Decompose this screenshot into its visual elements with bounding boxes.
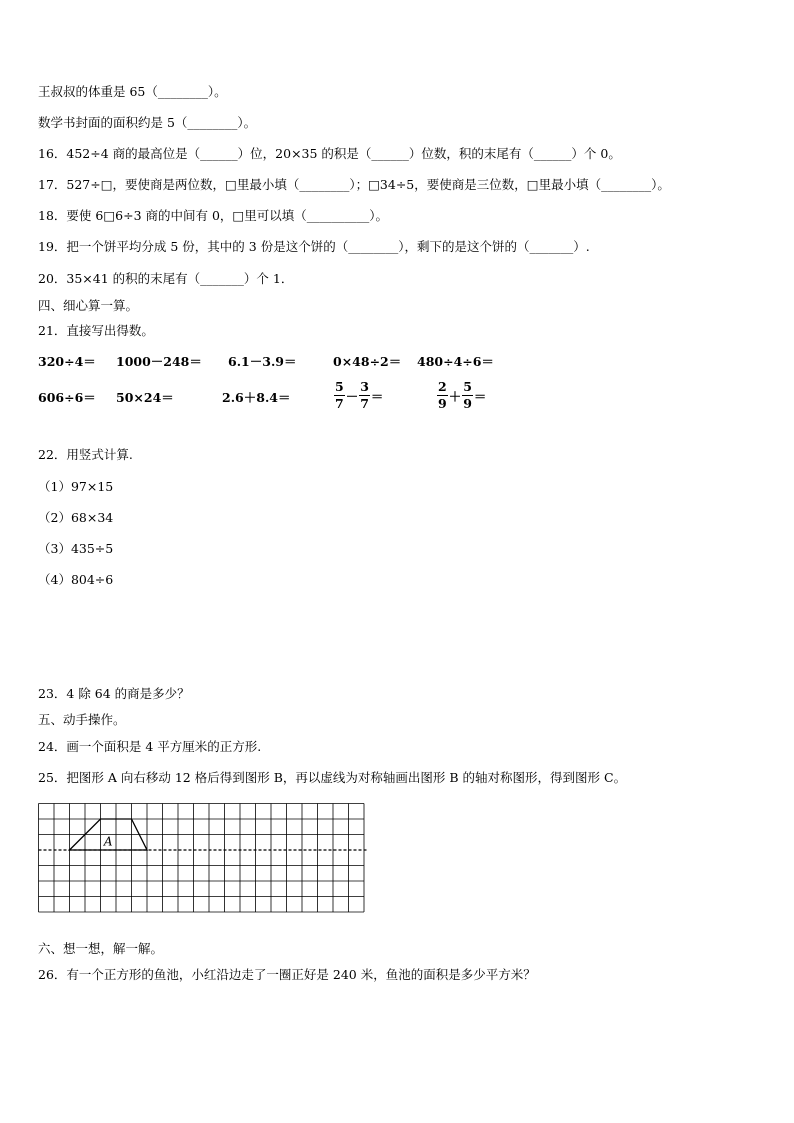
calc-item: 1000－248＝ bbox=[116, 354, 202, 369]
question-24: 24．画一个面积是 4 平方厘米的正方形. bbox=[38, 739, 262, 754]
fraction-numerator: 3 bbox=[360, 379, 369, 394]
question-26: 26．有一个正方形的鱼池，小红沿边走了一圈正好是 240 米，鱼池的面积是多少平方米？ bbox=[38, 967, 536, 982]
fraction-numerator: 2 bbox=[438, 379, 447, 394]
calc-item: 50×24＝ bbox=[116, 390, 174, 405]
text-line-area: 数学书封面的面积约是 5（________）。 bbox=[38, 115, 257, 130]
question-21: 21．直接写出得数。 bbox=[38, 323, 154, 338]
fraction-denominator: 9 bbox=[463, 396, 472, 411]
fraction-expression bbox=[437, 379, 487, 412]
question-18: 18．要使 6□6÷3 商的中间有 0，□里可以填（__________）。 bbox=[38, 208, 388, 223]
fraction-numerator: 5 bbox=[335, 379, 344, 394]
section-5-heading: 五、动手操作。 bbox=[38, 712, 126, 727]
equals-sign: ＝ bbox=[473, 388, 487, 404]
calc-item: 606÷6＝ bbox=[38, 390, 96, 405]
shape-a-label: A bbox=[103, 834, 113, 849]
fraction-numerator: 5 bbox=[463, 379, 472, 394]
text-line-weight: 王叔叔的体重是 65（________）。 bbox=[38, 84, 227, 99]
calc-item: 0×48÷2＝ bbox=[333, 354, 402, 369]
question-17: 17．527÷□，要使商是两位数，□里最小填（________）；□34÷5，要使商是三位数，□里最小填（________）。 bbox=[38, 177, 670, 192]
fraction-denominator: 7 bbox=[335, 396, 344, 411]
fraction-denominator: 9 bbox=[438, 396, 447, 411]
fraction-expression bbox=[334, 379, 384, 412]
question-25: 25．把图形 A 向右移动 12 格后得到图形 B，再以虚线为对称轴画出图形 B 的轴对称图形，得到图形 C。 bbox=[38, 770, 627, 785]
question-22-part-2: （2）68×34 bbox=[38, 510, 114, 525]
equals-sign: ＝ bbox=[370, 388, 384, 404]
section-4-heading: 四、细心算一算。 bbox=[38, 298, 139, 313]
fraction-denominator: 7 bbox=[360, 396, 369, 411]
fraction-operator: ＋ bbox=[448, 388, 462, 404]
question-22: 22．用竖式计算. bbox=[38, 447, 133, 462]
question-16: 16．452÷4 商的最高位是（______）位，20×35 的积是（______）位数，积的末尾有（______）个 0。 bbox=[38, 146, 621, 161]
calc-item: 480÷4÷6＝ bbox=[417, 354, 494, 369]
question-22-part-3: （3）435÷5 bbox=[38, 541, 114, 556]
fraction-operator: － bbox=[345, 388, 359, 404]
question-19: 19．把一个饼平均分成 5 份，其中的 3 份是这个饼的（________），剩下的是这个饼的（_______）. bbox=[38, 239, 590, 254]
calc-item: 2.6＋8.4＝ bbox=[222, 390, 291, 405]
section-6-heading: 六、想一想，解一解。 bbox=[38, 941, 164, 956]
question-22-part-4: （4）804÷6 bbox=[38, 572, 114, 587]
calc-item: 6.1－3.9＝ bbox=[228, 354, 297, 369]
question-23: 23．4 除 64 的商是多少？ bbox=[38, 686, 190, 701]
grid-lines bbox=[39, 804, 365, 913]
question-20: 20．35×41 的积的末尾有（_______）个 1． bbox=[38, 271, 294, 286]
calc-item: 320÷4＝ bbox=[38, 354, 96, 369]
question-22-part-1: （1）97×15 bbox=[38, 479, 114, 494]
grid-figure bbox=[38, 803, 368, 929]
